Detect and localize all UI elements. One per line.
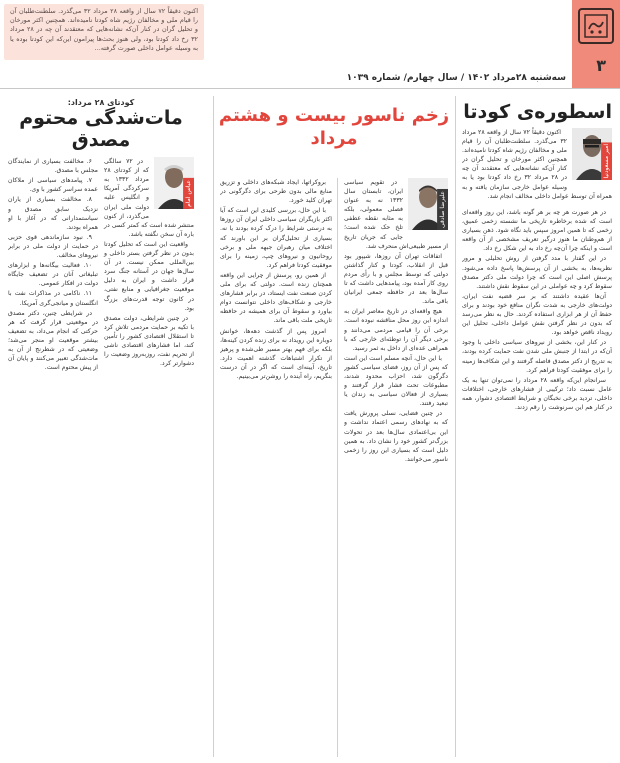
header-divider — [0, 88, 620, 89]
list-item: ۶. مخالفت بسیاری از نمایندگان مجلس با مصدق. — [8, 158, 98, 175]
article-paragraph: در چنین شرایطی، دولت مصدق با تکیه بر حمایت مردمی تلاش کرد تا استقلال اقتصادی کشور را تأمین کند، اما فشارهای اقتصادی ناشی از تحریم نفت، روزبه‌روز وضعیت را دشوارتر کرد. — [104, 314, 194, 368]
article-wound-header — [214, 94, 454, 168]
article-coup-myth — [462, 94, 612, 759]
list-item: ۱۱. ناکامی در مذاکرات نفت با انگلستان و میانجی‌گری آمریکا. — [8, 290, 98, 307]
author-byline: امیر مسعودنیا — [601, 142, 612, 180]
issue-info: سه‌شنبه ۲۸مرداد ۱۴۰۲ / سال چهارم/ شماره ۱۰۳۹ — [346, 73, 566, 83]
list-item: ۹. نبود سازماندهی قوی حزبی در حمایت از دولت ملی در برابر نیروهای مخالف. — [8, 233, 98, 260]
author-byline: علیرضا صادقی — [437, 189, 448, 230]
list-item: ۸. مخالفت بسیاری از یاران نزدیک سابق مصدق و سیاستمدارانی که در آغاز با او همراه بودند. — [8, 196, 98, 231]
article-paragraph: از همین رو، پرسش از چرایی این واقعه همچنان زنده است. دولتی که برای ملی کردن صنعت نفت ایستاد، در برابر فشارهای خارجی و شکاف‌های داخلی نتوانست دوام بیاورد و سقوط آن برای همیشه در حافظه تاریخی ملت باقی ماند. — [220, 271, 332, 325]
article-paragraph: امروز پس از گذشت دهه‌ها، خوانش دوباره این رویداد نه برای زنده کردن کینه‌ها، بلکه برای فهم بهتر مسیر طی‌شده و پرهیز از تکرار اشتباهات گذشته اهمیت دارد. تاریخ، آیینه‌ای است که اگر در آن درست بنگریم، راه آینده را روشن‌تر می‌بینیم. — [220, 327, 332, 380]
article-paragraph: با این حال، بررسی کلیدی این است که آیا اکثر بازیگران سیاسی داخلی ایران آن روزها به درستی شرایط را درک کرده بودند یا نه. بسیاری از تحلیل‌گران بر این باورند که اختلاف میان رهبران جبهه ملی و برخی روحانیون و نیروهای چپ، زمینه را برای موفقیت کودتا فراهم کرد. — [220, 207, 332, 269]
article-paragraph: هیچ واقعه‌ای در تاریخ معاصر ایران به اندازه این روز محل مناقشه نبوده است. برخی آن را قیامی مردمی می‌دانند و برخی دیگر آن را توطئه‌ای خارجی که با همراهی عده‌ای از داخل به ثمر رسید. — [344, 308, 448, 352]
article-kicker: کودتای ۲۸ مرداد: — [67, 98, 135, 107]
list-item: ۱۰. فعالیت بیگانه‌ها و ابزارهای تبلیغاتی آنان در تضعیف جایگاه دولت در افکار عمومی. — [8, 262, 98, 288]
article-column-right — [104, 157, 194, 369]
article-paragraph: در هر صورت هر چه بر هر گونه باشد، این روز واقعه‌ای است که شده برخاطره تاریخی ما نشسته زخمی عمیق، زخمی که تا همین امروز سپس باید نگاه شود. ذهن بسیاری از هم‌وطنان ما هنوز درگیر تعریف مشخصی از آن واقعه است و اینکه چرا آن‌چه رخ داد به این شکل رخ داد. — [462, 209, 612, 253]
article-paragraph: با این حال، آنچه مسلم است این است که پس از آن روز، فضای سیاسی کشور دگرگون شد، احزاب محدود شدند، مطبوعات تحت فشار قرار گرفتند و بسیاری از فعالان سیاسی به زندان یا تبعید رفتند. — [344, 354, 448, 408]
article-paragraph: در این گفتار با مدد گرفتن از روش تحلیلی و مرور نظریه‌ها، به بخشی از آن پرسش‌ها پاسخ داده می‌شود. پرسش اصلی این است که چرا دولت ملی دکتر مصدق سقوط کرد و چه عواملی در این سقوط نقش داشتند. — [462, 255, 612, 290]
article-paragraph: واقعیت این است که تحلیل کودتا بدون در نظر گرفتن بستر داخلی و بین‌المللی ممکن نیست. در آن سال‌ها جهان در آستانه جنگ سرد قرار داشت و ایران به دلیل موقعیت جغرافیایی و منابع نفتی، در کانون توجه قدرت‌های بزرگ بود. — [104, 240, 194, 312]
article-paragraph: در کنار این، بخشی از نیروهای سیاسی داخلی با وجود آن‌که در ابتدا از جنبش ملی شدن نفت حمایت کرده بودند، به تدریج از دکتر مصدق فاصله گرفتند و این شکاف‌ها زمینه را برای موفقیت کودتا فراهم کرد. — [462, 339, 612, 374]
article-columns — [8, 157, 194, 757]
teaser-box: اکنون دقیقاً ۷۲ سال از واقعه ۲۸ مرداد ۳۲ می‌گذرد. سلطنت‌طلبان آن را قیام ملی و مخالفان رژیم شاه کودتا نامیده‌اند. همچنین اکثر مورخان و تحلیل گران در کنار آن‌که نشانه‌هایی که معتقدند آن چه در ۲۸ مرداد ۳۲ رخ داد کودتا بود، ولی هنوز بحث‌ها پیرامون این‌که این کودتا بوده یا به وسیله عوامل داخلی صورت گرفته... — [4, 4, 204, 60]
newspaper-logo-icon — [578, 8, 614, 44]
page-number: ۳ — [596, 56, 606, 75]
article-wound-column-2 — [220, 178, 332, 759]
article-lead: اکنون دقیقاً ۷۲ سال از واقعه ۲۸ مرداد ۳۲ می‌گذرد. سلطنت‌طلبان آن را قیام ملی و مخالفان رژیم شاه کودتا نامیده‌اند. همچنین اکثر مورخان و تحلیل گران در کنار آن‌که نشانه‌هایی که معتقدند آن چه در ۲۸ مرداد ۳۲ رخ داد کودتا بود یا به وسیله عوامل خارجی سازمان یافته و به همراه آن توسط عوامل داخلی مخالف انجام شد. — [462, 129, 612, 200]
author-photo — [408, 178, 448, 230]
article-paragraph: بروکراتها، ایجاد شبکه‌های داخلی و تزریق منابع مالی بدون طرحی برای دگرگونی در تهران کلید خورد. — [220, 179, 332, 205]
column-divider — [337, 178, 338, 757]
author-byline: عباس امام — [183, 178, 194, 209]
article-title: اسطوره‌ی کودتا — [463, 101, 612, 123]
article-title: زخم ناسور بیست و هشتم مرداد — [218, 105, 450, 149]
author-photo — [572, 128, 612, 180]
column-divider — [213, 96, 214, 757]
article-paragraph: آن‌ها عقیده داشتند که بر سر قضیه نفت ایران، دولت‌های خارجی به شدت نگران منافع خود بودند و برای حفظ آن از هر ابزاری استفاده کردند. حال به نظر می‌رسد که بدون در نظر گرفتن نقش عوامل داخلی، تحلیل این رویداد ناقص خواهد بود. — [462, 292, 612, 337]
article-paragraph: سرانجام این‌که واقعه ۲۸ مرداد را نمی‌توان تنها به یک عامل نسبت داد؛ ترکیبی از فشارهای خارجی، اختلافات داخلی، تردید برخی نخبگان و شرایط اقتصادی دشوار، همه در کنار هم این سرنوشت را رقم زدند. — [462, 376, 612, 411]
article-title: مات‌شدگی محتوم مصدق — [19, 107, 183, 152]
author-photo — [154, 157, 194, 209]
article-lead-block — [462, 128, 612, 208]
article-checkmate — [8, 94, 194, 759]
page-header — [0, 0, 620, 88]
article-paragraph: در چنین فضایی، نسلی پرورش یافت که به نهادهای رسمی اعتماد نداشت و این بی‌اعتمادی سال‌ها بعد در تحولات بزرگ‌تر کشور خود را نشان داد. به همین دلیل است که بسیاری این روز را زخمی ناسور می‌خوانند. — [344, 410, 448, 463]
article-column-left — [8, 157, 98, 373]
brand-box — [572, 0, 620, 88]
list-item: ۷. پیامدهای سیاسی از ملاکان عمده سراسر کشور با وی. — [8, 177, 98, 194]
article-paragraph: در شرایطی چنین، دکتر مصدق در موقعیتی قرار گرفت که هر حرکتی که انجام می‌داد، به تضعیف بیشتر موقعیت او منجر می‌شد؛ وضعیتی که در شطرنج از آن به مات‌شدگی تعبیر می‌کنند و پایان آن از پیش محتوم است. — [8, 309, 98, 372]
column-divider — [455, 96, 456, 757]
article-wound-lead-column — [344, 178, 448, 759]
article-lead: در تقویم سیاسی ایران، تابستان سال ۱۳۳۲ نه به عنوان فصلی معمولی، بلکه به مثابه نقطه عطفی تلخ حک شده است؛ جایی که جریان تاریخ از مسیر طبیعی‌اش منحرف شد. — [344, 179, 448, 250]
article-paragraph: در ۷۲ سالگی که از کودتای ۲۸ مرداد ۱۳۳۲ به سرکردگی آمریکا و انگلیس علیه دولت ملی ایران می‌گذرد، از کنون منتشر شده است که کمتر کسی در باره آن سخن نگفته باشد. — [104, 158, 194, 238]
article-paragraph: اتفاقات تهران آن روزها، شیپور بود قبل از انقلاب، کودتا و کنار گذاشتن دولتی که توسط مجلس و با رأی مردم روی کار آمده بود، پیامدهایی داشت که تا سال‌ها بعد در حافظه جمعی ایرانیان باقی ماند. — [344, 252, 448, 306]
